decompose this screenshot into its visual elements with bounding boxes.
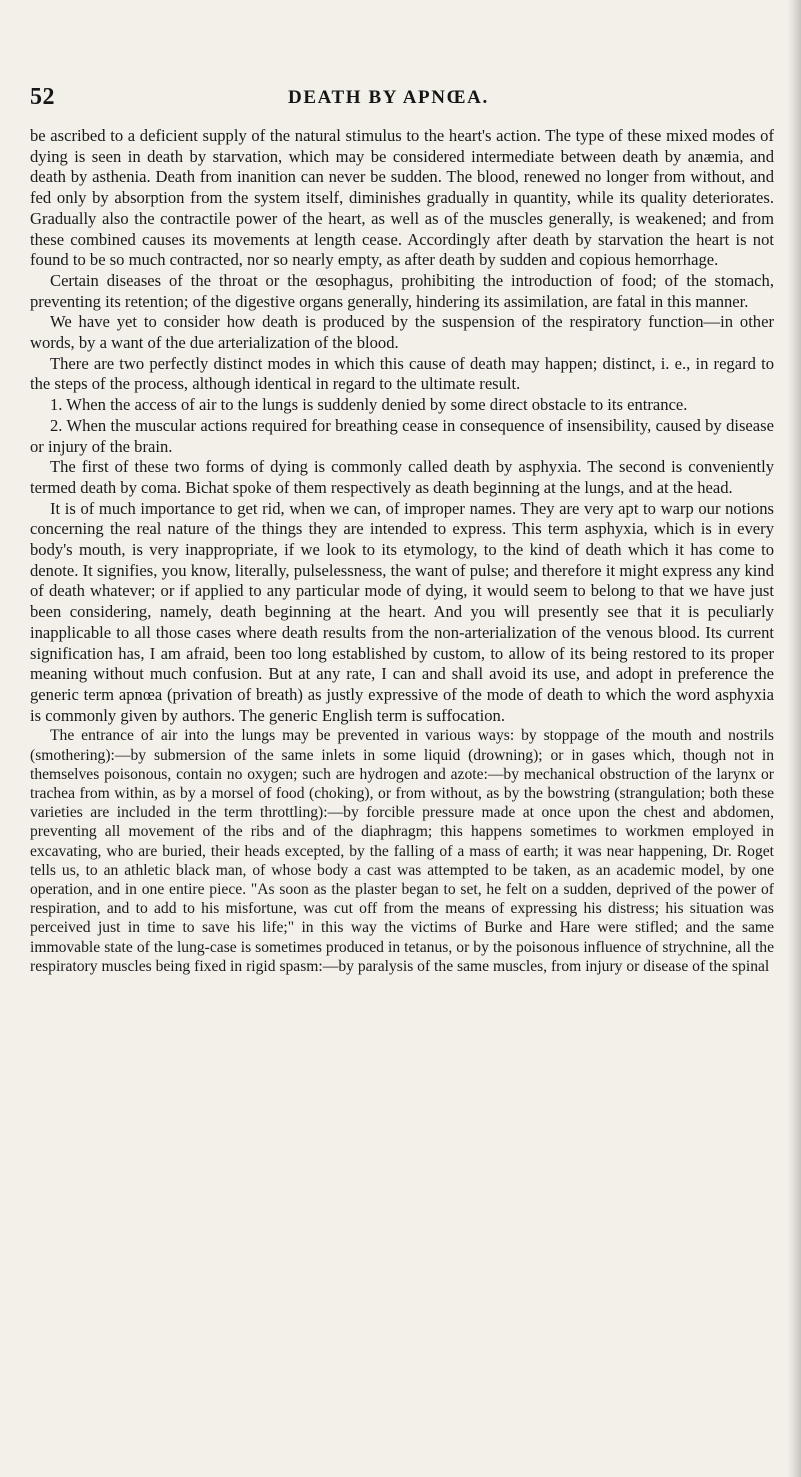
page-edge-shadow	[787, 0, 801, 1477]
paragraph-asphyxia-coma: The first of these two forms of dying is commonly called death by asphyxia. The second is conveniently termed death by coma. Bichat spoke of them respectively as death beginning at the lungs, and at the head.	[30, 457, 774, 497]
paragraph-diseases: Certain diseases of the throat or the œsophagus, prohibiting the introduction of food; of the stomach, preventing its retention; of the digestive organs generally, hindering its assimilation, are fatal in this manner.	[30, 270, 774, 311]
running-title: DEATH BY APNŒA.	[288, 87, 489, 108]
page-header	[30, 84, 770, 114]
paragraph-mode-2: 2. When the muscular actions required for breathing cease in consequence of insensibility, caused by disease or injury of the brain.	[30, 415, 774, 456]
body-text	[30, 126, 774, 976]
paragraph-entrance-of-air: The entrance of air into the lungs may be prevented in various ways: by stoppage of the mouth and nostrils (smothering):—by submersion of the same inlets in some liquid (drowning); or in gases which, though not in themselves poisonous, contain no oxygen; such are hydrogen and azote:—by mechanical obstruction of the larynx or trachea from within, as by a morsel of food (choking), or from without, as by the bowstring (strangulation; both these varieties are included in the term throttling):—by forcible pressure made at once upon the chest and abdomen, preventing all movement of the ribs and of the diaphragm; this happens sometimes to workmen employed in excavating, who are buried, their heads excepted, by the falling of a mass of earth; it was near happening, Dr. Roget tells us, to an athletic black man, of whose body a cast was attempted to be taken, as an academic model, by one operation, and in one entire piece. "As soon as the plaster began to set, he felt on a sudden, deprived of the power of respiration, and to add to his misfortune, was cut off from the means of expressing his distress; his situation was perceived just in time to save his life;" in this way the victims of Burke and Hare were stifled; and the same immovable state of the lung-case is sometimes produced in tetanus, or by the poisonous influence of strychnine, all the respiratory muscles being fixed in rigid spasm:—by paralysis of the same muscles, from injury or disease of the spinal	[30, 727, 774, 975]
paragraph-two-modes: There are two perfectly distinct modes in which this cause of death may happen; distinct, i. e., in regard to the steps of the process, although identical in regard to the ultimate result.	[30, 353, 774, 394]
paragraph-improper-names: It is of much importance to get rid, when we can, of improper names. They are very apt to warp our notions concerning the real nature of the things they are intended to express. This term asphyxia, which is in every body's mouth, is very inappropriate, if we look to its etymology, to the kind of death which it has come to denote. It signifies, you know, literally, pulselessness, the want of pulse; and therefore it might express any kind of death whatever; or if applied to any particular mode of dying, it would seem to belong to that we have just been considering, namely, death beginning at the heart. And you will presently see that it is peculiarly inapplicable to all those cases where death results from the non-arterialization of the venous blood. Its current signification has, I am afraid, been too long established by custom, to allow of its being restored to its proper meaning without much confusion. But at any rate, I can and shall avoid its use, and adopt in preference the generic term apnœa (privation of breath) as justly expressive of the mode of death to which the word asphyxia is commonly given by authors. The generic English term is suffocation.	[30, 498, 774, 725]
paragraph-respiratory: We have yet to consider how death is produced by the suspension of the respiratory function—in other words, by a want of the due arterialization of the blood.	[30, 312, 774, 353]
page-number: 52	[30, 84, 55, 110]
paragraph-starvation: be ascribed to a deficient supply of the natural stimulus to the heart's action. The type of these mixed modes of dying is seen in death by starvation, which may be considered intermediate between death by anæmia, and death by asthenia. Death from inanition can never be sudden. The blood, renewed no longer from without, and fed only by absorption from the system itself, diminishes gradually in quantity, while its quality deteriorates. Gradually also the contractile power of the heart, as well as of the muscles generally, is weakened; and from these combined causes its movements at length cease. Accordingly after death by starvation the heart is not found to be so much contracted, nor so nearly empty, as after death by sudden and copious hemorrhage.	[30, 126, 774, 270]
paragraph-mode-1: 1. When the access of air to the lungs is suddenly denied by some direct obstacle to its entrance.	[50, 395, 688, 415]
